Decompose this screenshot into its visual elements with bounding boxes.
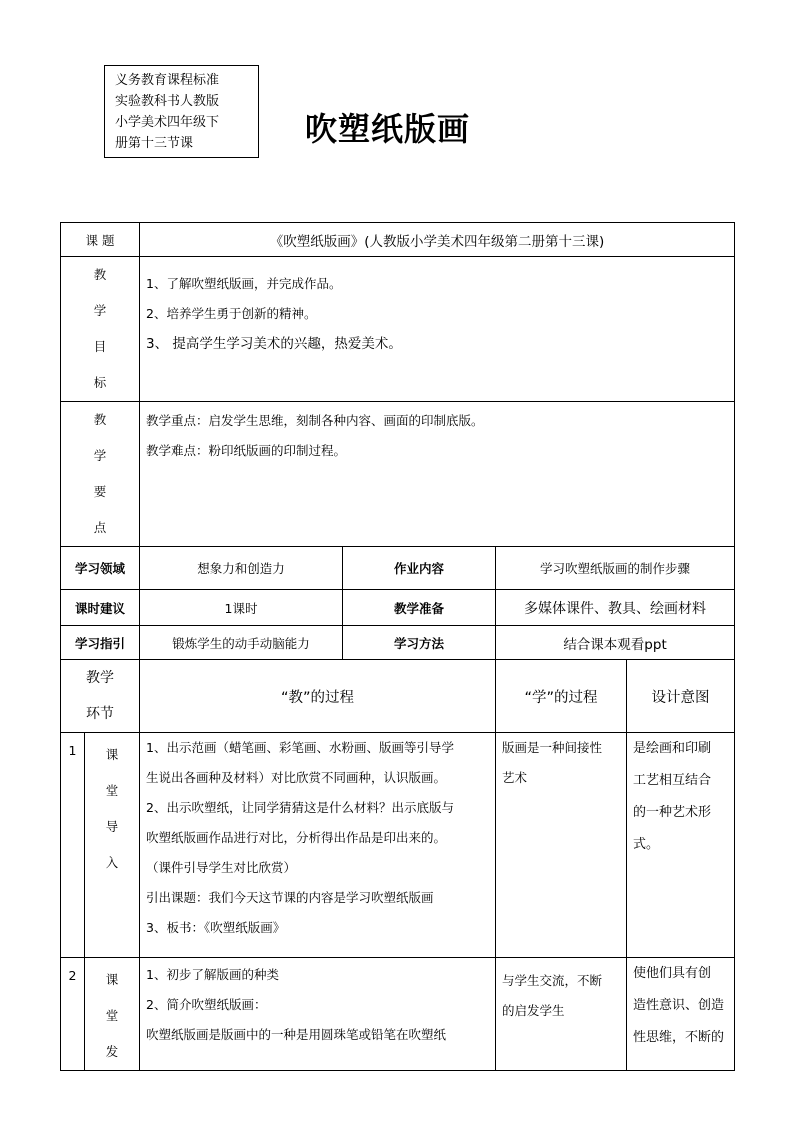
- guide-value: 锻炼学生的动手动脑能力: [140, 626, 343, 660]
- teach-header: “教”的过程: [140, 660, 496, 733]
- learn-header: “学”的过程: [496, 660, 627, 733]
- teach-process: 1、出示范画（蜡笔画、彩笔画、水粉画、版画等引导学 生说出各画种及材料）对比欣赏不同画种，认识版画。 2、出示吹塑纸，让同学猜猜这是什么材料？出示底版与 吹塑纸版画作品进行对比，分析得出作品是印出来的。 （课件引导学生对比欣赏） 引出课题：我们今天这节课的内容是学习吹塑纸版画 3、板书：《吹塑纸版画》: [140, 733, 496, 958]
- curriculum-line: 小学美术四年级下: [115, 115, 220, 130]
- field-value: 想象力和创造力: [140, 547, 343, 590]
- learn-process: 版画是一种间接性 艺术: [496, 733, 627, 958]
- goal-item: 3、 提高学生学习美术的兴趣，热爱美术。: [146, 336, 402, 352]
- section-number: 2: [61, 958, 85, 1071]
- design-intent: 使他们具有创 造性意识、创造 性思维，不断的: [627, 958, 735, 1071]
- method-label: 学习方法: [343, 626, 496, 660]
- guide-row: [61, 626, 735, 660]
- key-point: 教学难点：粉印纸版画的印制过程。: [146, 443, 347, 458]
- curriculum-line: 义务教育课程标准: [115, 73, 220, 88]
- section-number: 1: [61, 733, 85, 958]
- curriculum-info-box: [104, 65, 259, 158]
- topic-value: 《吹塑纸版画》(人教版小学美术四年级第二册第十三课): [140, 223, 735, 257]
- goals-label: 教 学 目 标: [61, 257, 140, 402]
- topic-row: [61, 223, 735, 257]
- section-stage: 课 堂 导 入: [85, 733, 140, 958]
- key-points-content: [140, 402, 735, 547]
- learn-process: 与学生交流，不断 的启发学生: [496, 958, 627, 1071]
- section-row: [61, 733, 735, 958]
- key-point: 教学重点：启发学生思维，刻制各种内容、画面的印制底版。: [146, 413, 484, 428]
- field-row: [61, 547, 735, 590]
- homework-label: 作业内容: [343, 547, 496, 590]
- goal-item: 2、培养学生勇于创新的精神。: [146, 306, 317, 321]
- section-row: [61, 958, 735, 1071]
- goal-item: 1、了解吹塑纸版画，并完成作品。: [146, 276, 342, 291]
- teach-process: 1、初步了解版画的种类 2、简介吹塑纸版画： 吹塑纸版画是版画中的一种是用圆珠笔或铅笔在吹塑纸: [140, 958, 496, 1071]
- curriculum-line: 实验教科书人教版: [115, 94, 220, 109]
- curriculum-line: 册第十三节课: [115, 136, 194, 151]
- hours-value: 1课时: [140, 590, 343, 626]
- method-value: 结合课本观看ppt: [496, 626, 735, 660]
- goals-content: [140, 257, 735, 402]
- process-header-row: [61, 660, 735, 733]
- section-stage: 课 堂 发: [85, 958, 140, 1071]
- key-points-row: [61, 402, 735, 547]
- hours-label: 课时建议: [61, 590, 140, 626]
- hours-row: [61, 590, 735, 626]
- design-header: 设计意图: [627, 660, 735, 733]
- stage-header: 教学 环节: [61, 660, 140, 733]
- design-intent: 是绘画和印刷 工艺相互结合 的一种艺术形 式。: [627, 733, 735, 958]
- prep-label: 教学准备: [343, 590, 496, 626]
- homework-value: 学习吹塑纸版画的制作步骤: [496, 547, 735, 590]
- page-title: 吹塑纸版画: [305, 110, 471, 148]
- goals-row: [61, 257, 735, 402]
- topic-label: 课 题: [61, 223, 140, 257]
- key-points-label: 教 学 要 点: [61, 402, 140, 547]
- lesson-plan-table: [60, 222, 735, 1071]
- field-label: 学习领域: [61, 547, 140, 590]
- guide-label: 学习指引: [61, 626, 140, 660]
- prep-value: 多媒体课件、教具、绘画材料: [496, 590, 735, 626]
